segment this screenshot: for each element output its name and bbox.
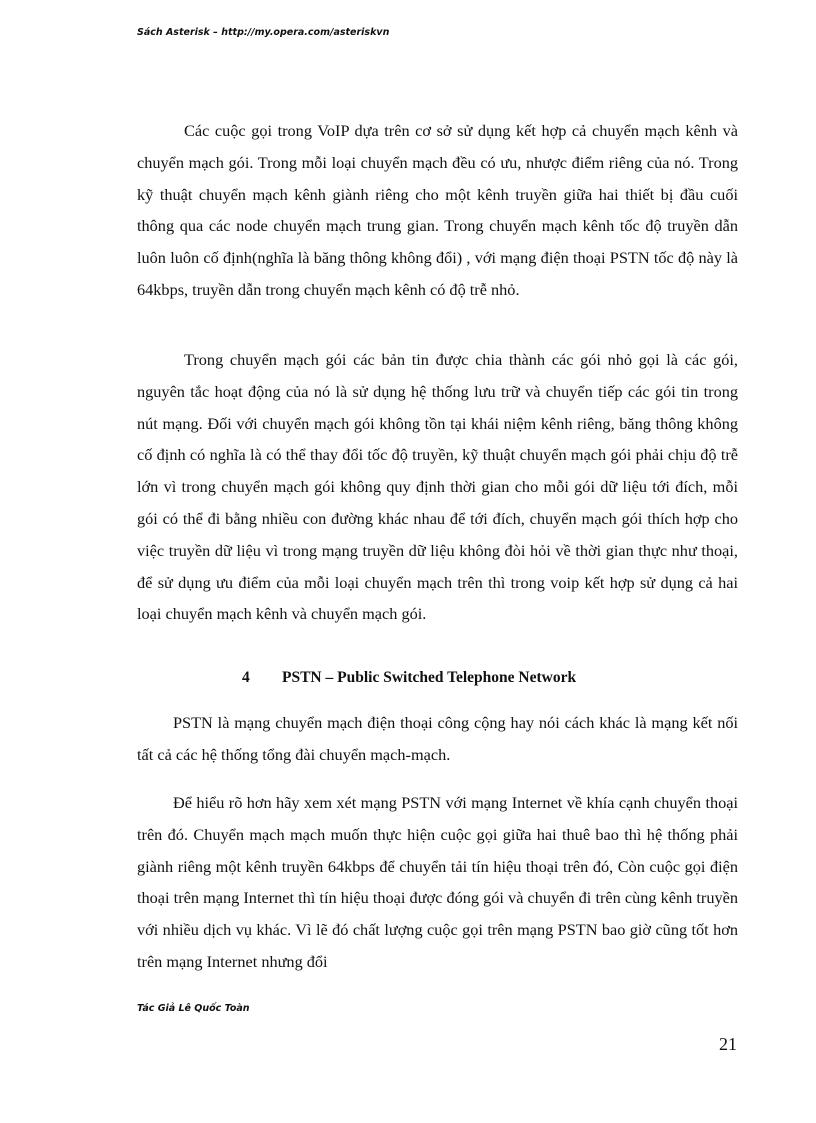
paragraph-pstn-vs-internet: Để hiểu rõ hơn hãy xem xét mạng PSTN với mạng Internet về khía cạnh chuyển thoại trên đó. Chuyển mạch mạch muốn thực hiện cuộc gọi giữa hai thuê bao thì hệ thống phải giành riêng một kênh truyền 64kbps để chuyển tải tín hiệu thoại trên đó, Còn cuộc gọi điện thoại trên mạng Internet thì tín hiệu thoại được đóng gói và chuyển đi trên cùng kênh truyền với nhiều dịch vụ khác. Vì lẽ đó chất lượng cuộc gọi trên mạng PSTN bao giờ cũng tốt hơn trên mạng Internet nhưng đổi — [137, 793, 738, 971]
running-header: Sách Asterisk – http://my.opera.com/asteriskvn — [137, 27, 390, 38]
paragraph-pstn-definition: PSTN là mạng chuyển mạch điện thoại công cộng hay nói cách khác là mạng kết nối tất cả các hệ thống tổng đài chuyển mạch-mạch. — [137, 713, 738, 764]
section-number: 4 — [242, 669, 250, 686]
section-title: PSTN – Public Switched Telephone Network — [282, 669, 577, 686]
footer-author: Tác Giả Lê Quốc Toàn — [137, 1003, 250, 1014]
page-number: 21 — [719, 1034, 737, 1054]
paragraph-packet-switching: Trong chuyển mạch gói các bản tin được chia thành các gói nhỏ gọi là các gói, nguyên tắc hoạt động của nó là sử dụng hệ thống lưu trữ và chuyển tiếp các gói tin trong nút mạng. Đối với chuyển mạch gói không tồn tại khái niệm kênh riêng, băng thông không cố định có nghĩa là có thể thay đổi tốc độ truyền, kỹ thuật chuyển mạch gói phải chịu độ trễ lớn vì trong chuyển mạch gói không quy định thời gian cho mỗi gói dữ liệu tới đích, mỗi gói có thể đi bằng nhiều con đường khác nhau để tới đích, chuyển mạch gói thích hợp cho việc truyền dữ liệu vì trong mạng truyền dữ liệu không đòi hỏi về thời gian thực như thoại, để sử dụng ưu điểm của mỗi loại chuyển mạch trên thì trong voip kết hợp sử dụng cả hai loại chuyển mạch kênh và chuyển mạch gói. — [137, 350, 738, 624]
paragraph-voip-switching: Các cuộc gọi trong VoIP dựa trên cơ sở sử dụng kết hợp cả chuyển mạch kênh và chuyển mạch gói. Trong mỗi loại chuyển mạch đều có ưu, nhược điểm riêng của nó. Trong kỹ thuật chuyển mạch kênh giành riêng cho một kênh truyền giữa hai thiết bị đầu cuối thông qua các node chuyển mạch trung gian. Trong chuyển mạch kênh tốc độ truyền dẫn luôn luôn cố định(nghĩa là băng thông không đổi) , với mạng điện thoại PSTN tốc độ này là 64kbps, truyền dẫn trong chuyển mạch kênh có độ trễ nhỏ. — [137, 121, 738, 299]
section-heading — [242, 669, 576, 687]
